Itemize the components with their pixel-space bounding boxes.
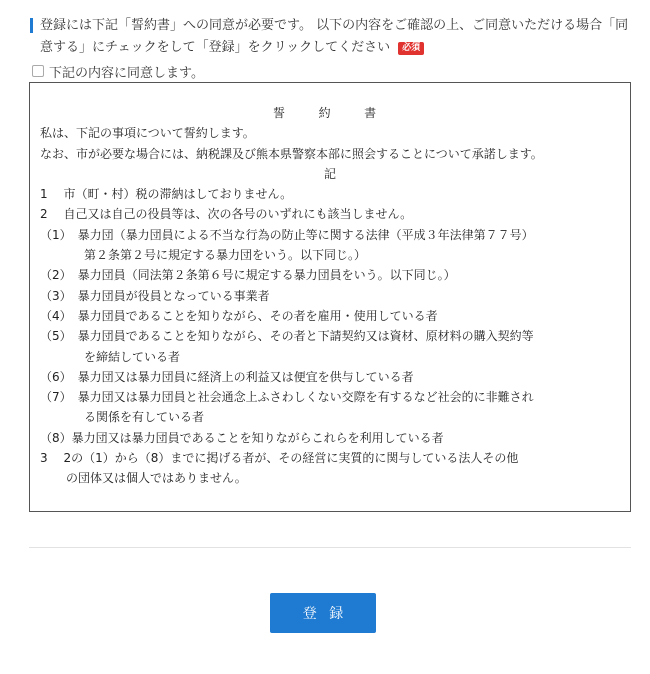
pledge-sub-1: （1） 暴力団（暴力団員による不当な行為の防止等に関する法律（平成３年法律第７７号） <box>40 227 534 242</box>
agree-checkbox-row[interactable] <box>32 62 204 80</box>
agree-checkbox[interactable] <box>32 65 44 77</box>
heading-text: 登録には下記「誓約書」への同意が必要です。 以下の内容をご確認の上、ご同意いただける場合「同意する」にチェックをして「登録」をクリックしてください <box>40 18 629 55</box>
pledge-item-2: 2 自己又は自己の役員等は、次の各号のいずれにも該当しません。 <box>40 207 413 222</box>
pledge-sub-2: （2） 暴力団員（同法第２条第６号に規定する暴力団員をいう。以下同じ。） <box>40 268 456 283</box>
pledge-sub-7-cont: る関係を有している者 <box>84 410 205 425</box>
section-divider <box>29 547 631 548</box>
consent-heading <box>30 15 630 59</box>
pledge-intro-1: 私は、下記の事項について誓約します。 <box>40 126 255 141</box>
pledge-item-3: 3 2の（1）から（8）までに掲げる者が、その経営に実質的に関与している法人その他 <box>40 451 519 466</box>
pledge-sub-5: （5） 暴力団員であることを知りながら、その者と下請契約又は資材、原材料の購入契約等 <box>40 329 534 344</box>
register-button[interactable]: 登録 <box>270 593 376 633</box>
heading-text-wrap <box>30 15 630 59</box>
agree-label: 下記の内容に同意します。 <box>49 65 204 81</box>
pledge-item-1: 1 市（町・村）税の滞納はしておりません。 <box>40 187 293 202</box>
pledge-sub-8: （8）暴力団又は暴力団員であることを知りながらこれらを利用している者 <box>40 430 444 445</box>
pledge-sub-4: （4） 暴力団員であることを知りながら、その者を雇用・使用している者 <box>40 308 438 323</box>
pledge-title: 誓 約 書 <box>272 106 387 120</box>
required-badge: 必須 <box>398 42 424 55</box>
pledge-ki: 記 <box>323 166 336 181</box>
pledge-sub-5-cont: を締結している者 <box>84 349 181 364</box>
pledge-sub-6: （6） 暴力団又は暴力団員に経済上の利益又は便宜を供与している者 <box>40 369 414 384</box>
pledge-intro-2: なお、市が必要な場合には、納税課及び熊本県警察本部に照会することについて承諾します。 <box>40 146 543 161</box>
pledge-text-box[interactable] <box>29 82 631 512</box>
pledge-sub-1-cont: 第２条第２号に規定する暴力団をいう。以下同じ。） <box>84 248 367 263</box>
pledge-sub-3: （3） 暴力団員が役員となっている事業者 <box>40 288 270 303</box>
pledge-sub-7: （7） 暴力団又は暴力団員と社会通念上ふさわしくない交際を有するなど社会的に非難され <box>40 390 534 405</box>
pledge-item-3-cont: の団体又は個人ではありません。 <box>66 471 247 486</box>
heading-accent-bar <box>30 18 33 33</box>
